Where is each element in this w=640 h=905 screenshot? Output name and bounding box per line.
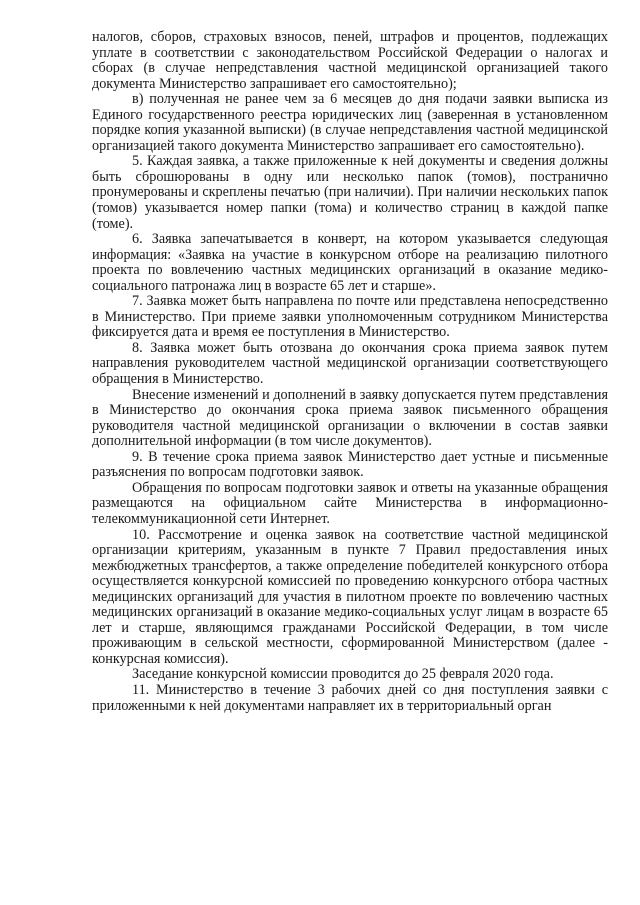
paragraph-9-publication: Обращения по вопросам подготовки заявок и ответы на указанные обращения размещаются на официальном сайте Министерства в информационно-телекоммуникационной сети Интернет. (92, 479, 608, 527)
document-body (92, 30, 608, 714)
paragraph-6: 6. Заявка запечатывается в конверт, на котором указывается следующая информация: «Заявка на участие в конкурсном отборе на реализацию пилотного проекта по вовлечению частных медицинских организаций в оказание медико-социального патронажа лиц в возрасте 65 лет и старше». (92, 231, 608, 294)
paragraph-continuation: налогов, сборов, страховых взносов, пеней, штрафов и процентов, подлежащих уплате в соответствии с законодательством Российской Федерации о налогах и сборах (в случае непредставления частной медицинской организацией такого документа Министерство запрашивает его самостоятельно); (92, 29, 608, 92)
paragraph-7: 7. Заявка может быть направлена по почте или представлена непосредственно в Министерство. При приеме заявки уполномоченным сотрудником Министерства фиксируется дата и время ее поступления в Министерство. (92, 293, 608, 341)
paragraph-5: 5. Каждая заявка, а также приложенные к ней документы и сведения должны быть сброшюрованы в одну или несколько папок (томов), постранично пронумерованы и скреплены печатью (при наличии). При наличии нескольких папок (томов) указывается номер папки (тома) и количество страниц в каждой папке (томе). (92, 153, 608, 232)
paragraph-11: 11. Министерство в течение 3 рабочих дней со дня поступления заявки с приложенными к ней документами направляет их в территориальный орган (92, 681, 608, 714)
paragraph-item-v: в) полученная не ранее чем за 6 месяцев до дня подачи заявки выписка из Единого государственного реестра юридических лиц (заверенная в установленном порядке копия указанной выписки) (в случае непредставления частной медицинской организацией такого документа Министерство запрашивает его самостоятельно). (92, 91, 608, 154)
paragraph-8: 8. Заявка может быть отозвана до окончания срока приема заявок путем направления руководителем частной медицинской организации соответствующего обращения в Министерство. (92, 339, 608, 388)
paragraph-8-amendments: Внесение изменений и дополнений в заявку допускается путем представления в Министерство до окончания срока приема заявок письменного обращения руководителя частной медицинской организации о включении в состав заявки дополнительной информации (в том числе документов). (92, 386, 608, 450)
paragraph-10-meeting: Заседание конкурсной комиссии проводится до 25 февраля 2020 года. (132, 666, 554, 683)
paragraph-10: 10. Рассмотрение и оценка заявок на соответствие частной медицинской организации критериям, указанным в пункте 7 Правил предоставления иных межбюджетных трансфертов, а также определение победителей конкурсного отбора осуществляется конкурсной комиссией по проведению конкурсного отбора частных медицинских организаций для участия в пилотном проекте по вовлечению частных медицинских организаций в оказание медико-социальных услуг лицам в возрасте 65 лет и старше, являющимся гражданами Российской Федерации, в том числе проживающим в сельской местности, сформированной Министерством (далее - конкурсная комиссия). (92, 526, 608, 667)
paragraph-9: 9. В течение срока приема заявок Министерство дает устные и письменные разъяснения по вопросам подготовки заявок. (92, 448, 608, 481)
